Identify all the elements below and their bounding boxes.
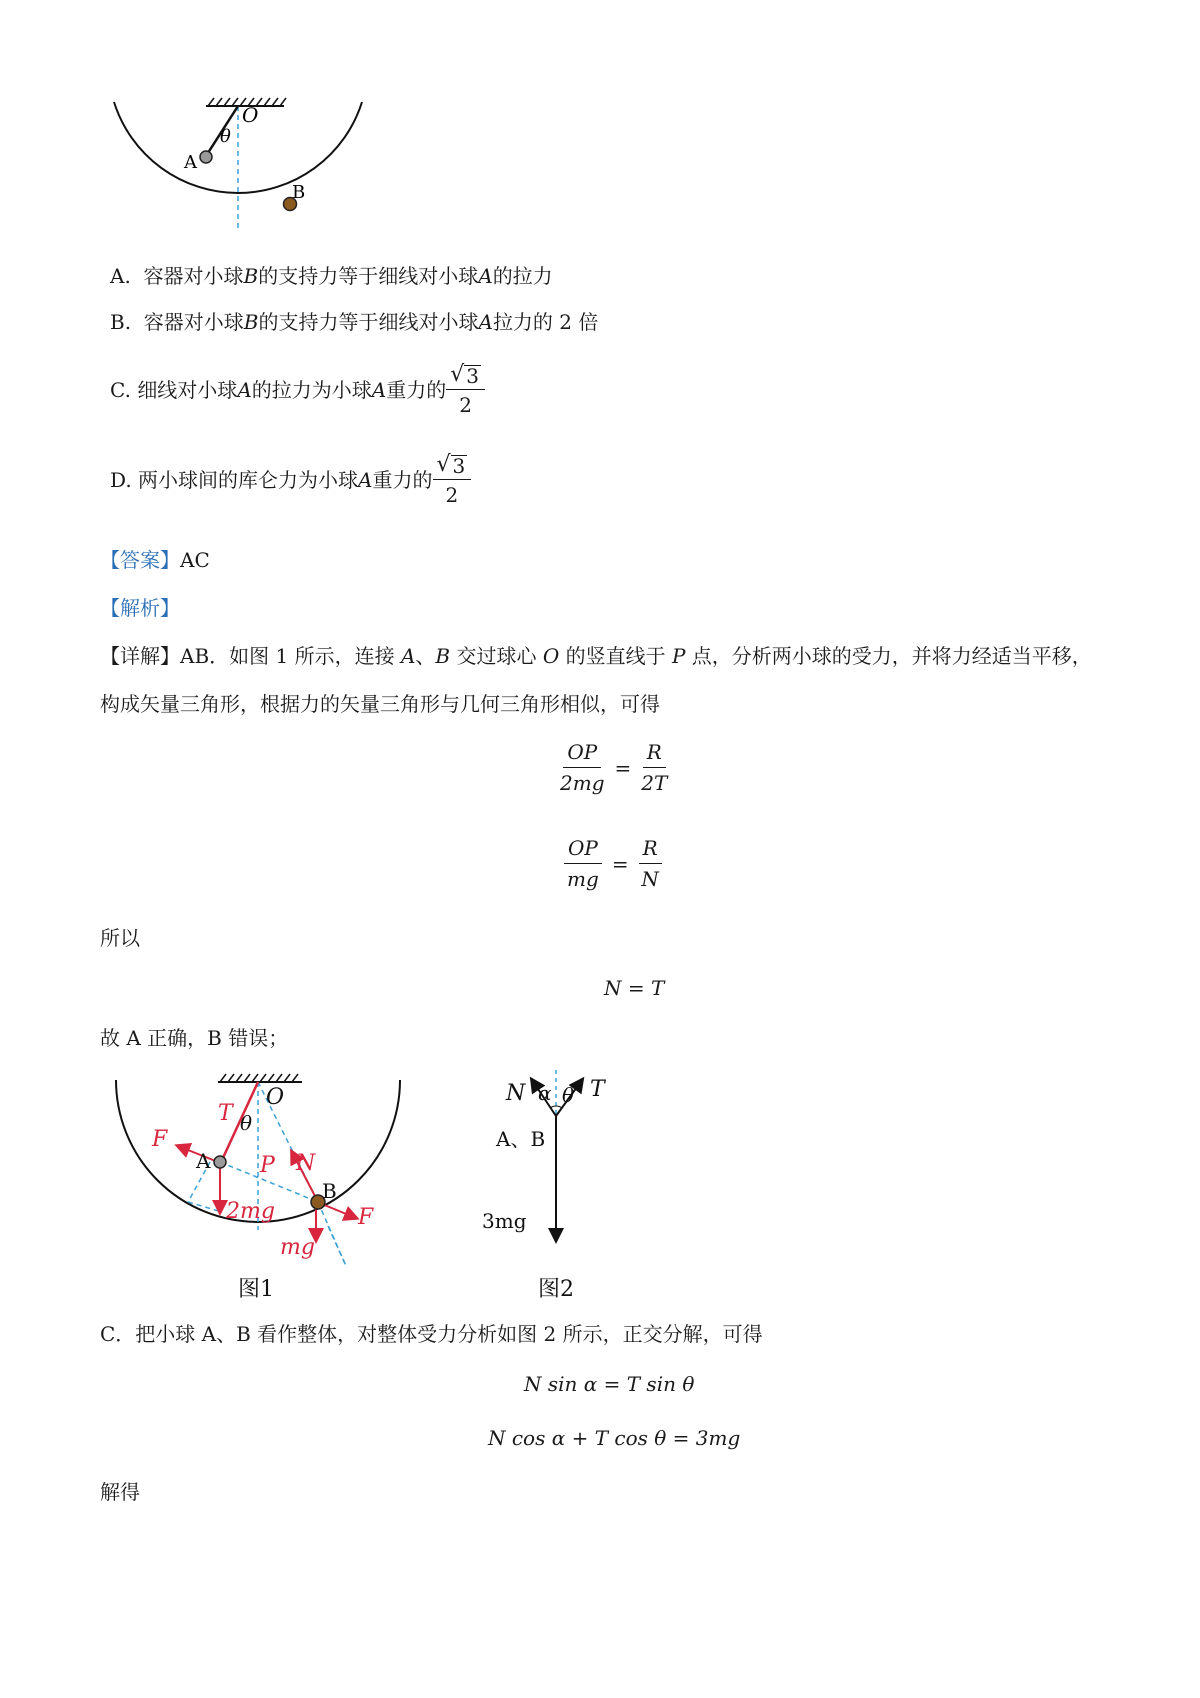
analysis-tag: 【解析】 xyxy=(100,596,180,620)
fig2-ab: A、B xyxy=(496,1127,546,1151)
option-b: B. 容器对小球B的支持力等于细线对小球A拉力的 2 倍 xyxy=(110,310,599,334)
detail-line-2: 构成矢量三角形，根据力的矢量三角形与几何三角形相似，可得 xyxy=(100,692,660,716)
fig2-t: T xyxy=(590,1077,605,1102)
fig2-n: N xyxy=(506,1081,526,1106)
fig1-caption: 图1 xyxy=(238,1277,274,1302)
fig1-theta: θ xyxy=(240,1111,253,1135)
fraction-sqrt3-over-2: √ 3 2 xyxy=(433,452,472,507)
label-theta: θ xyxy=(220,126,231,147)
equation-2: $\frac{OP}{mg}$ = $\frac{R}{N}$ xyxy=(564,836,662,891)
fig1-p: P xyxy=(260,1153,275,1178)
equation-1: $\frac{OP}{2mg}$ = $\frac{R}{2T}$ xyxy=(560,740,668,795)
fig1-o: O xyxy=(266,1085,285,1110)
fig1-n: N xyxy=(296,1151,316,1176)
figure-1 xyxy=(100,1070,420,1310)
equation-3: N = T xyxy=(604,976,665,1000)
conclusion-text: 故 A 正确，B 错误； xyxy=(100,1026,289,1050)
equation-5: N cos α + T cos θ = 3mg xyxy=(488,1426,741,1450)
answer-line xyxy=(100,548,210,572)
fig1-f1: F xyxy=(152,1127,168,1152)
answer-value: AC xyxy=(180,548,210,572)
option-d: D. 两小球间的库仑力为小球 A 重力的 √ 3 2 xyxy=(110,452,471,507)
answer-tag: 【答案】 xyxy=(100,548,180,572)
suoyi-text: 所以 xyxy=(100,926,140,950)
equation-4: N sin α = T sin θ xyxy=(524,1372,695,1396)
fraction-sqrt3-over-2: √ 3 2 xyxy=(446,362,485,417)
part-c-text: C．把小球 A、B 看作整体，对整体受力分析如图 2 所示，正交分解，可得 xyxy=(100,1322,763,1346)
fig1-mg: mg xyxy=(280,1235,315,1260)
label-a: A xyxy=(184,152,197,173)
fig1-2mg: 2mg xyxy=(226,1199,275,1224)
option-c: C. 细线对小球 A 的拉力为小球 A 重力的 √ 3 2 xyxy=(110,362,485,417)
fig2-caption: 图2 xyxy=(538,1277,574,1302)
jiede-text: 解得 xyxy=(100,1480,140,1504)
fig1-f2: F xyxy=(358,1205,374,1230)
detail-line-1: 【详解】AB．如图 1 所示，连接 A、B 交过球心 O 的竖直线于 P 点，分析两小球的受力，并将力经适当平移， xyxy=(100,644,1092,668)
label-o: O xyxy=(242,103,259,127)
fig1-t: T xyxy=(218,1101,233,1126)
fig2-3mg: 3mg xyxy=(482,1209,527,1233)
fig1-b: B xyxy=(322,1179,337,1203)
option-a: A. 容器对小球B的支持力等于细线对小球A的拉力 xyxy=(110,264,553,288)
fig2-alpha: α xyxy=(538,1081,552,1105)
top-figure xyxy=(100,90,380,250)
label-b: B xyxy=(292,182,306,203)
fig2-theta: θ xyxy=(562,1083,575,1107)
figure-2 xyxy=(480,1070,660,1310)
fig1-a: A xyxy=(196,1149,211,1173)
